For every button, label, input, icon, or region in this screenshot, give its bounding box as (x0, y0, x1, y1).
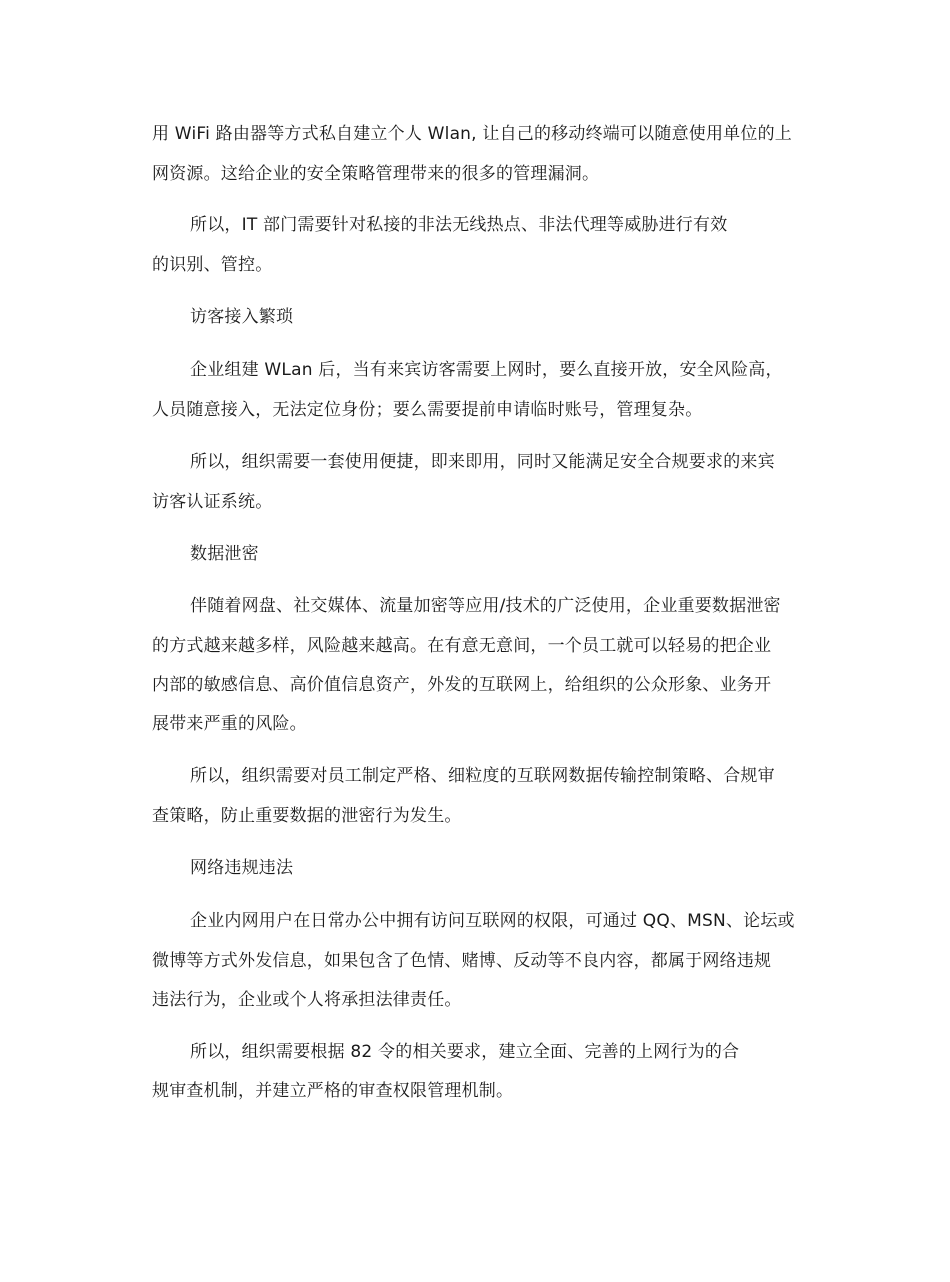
paragraph-line: 所以，IT 部门需要针对私接的非法无线热点、非法代理等威胁进行有效 (190, 215, 728, 235)
section-heading-guest-access: 访客接入繁琐 (190, 307, 294, 327)
paragraph-line: 的识别、管控。 (152, 255, 273, 275)
paragraph-line: 所以，组织需要一套使用便捷，即来即用，同时又能满足安全合规要求的来宾 (190, 452, 775, 472)
section-heading-violation: 网络违规违法 (190, 858, 294, 878)
paragraph-line: 网资源。这给企业的安全策略管理带来的很多的管理漏洞。 (152, 164, 600, 184)
paragraph-line: 伴随着网盘、社交媒体、流量加密等应用/技术的广泛使用，企业重要数据泄密 (190, 596, 781, 616)
paragraph-line: 所以，组织需要对员工制定严格、细粒度的互联网数据传输控制策略、合规审 (190, 766, 775, 786)
paragraph-line: 企业组建 WLan 后，当有来宾访客需要上网时，要么直接开放，安全风险高， (190, 360, 783, 380)
paragraph-line: 访客认证系统。 (152, 492, 273, 512)
paragraph-line: 用 WiFi 路由器等方式私自建立个人 Wlan, 让自己的移动终端可以随意使用单位的上 (152, 124, 792, 144)
section-heading-data-leak: 数据泄密 (190, 544, 259, 564)
paragraph-line: 展带来严重的风险。 (152, 714, 307, 734)
paragraph-line: 的方式越来越多样，风险越来越高。在有意无意间，一个员工就可以轻易的把企业 (152, 636, 772, 656)
paragraph-line: 内部的敏感信息、高价值信息资产，外发的互联网上，给组织的公众形象、业务开 (152, 675, 772, 695)
paragraph-line: 企业内网用户在日常办公中拥有访问互联网的权限，可通过 QQ、MSN、论坛或 (190, 911, 795, 931)
paragraph-line: 微博等方式外发信息，如果包含了色情、赌博、反动等不良内容，都属于网络违规 (152, 951, 772, 971)
paragraph-line: 所以，组织需要根据 82 令的相关要求，建立全面、完善的上网行为的合 (190, 1042, 740, 1062)
paragraph-line: 违法行为，企业或个人将承担法律责任。 (152, 990, 462, 1010)
paragraph-line: 人员随意接入，无法定位身份；要么需要提前申请临时账号，管理复杂。 (152, 400, 703, 420)
paragraph-line: 查策略，防止重要数据的泄密行为发生。 (152, 806, 462, 826)
paragraph-line: 规审查机制，并建立严格的审查权限管理机制。 (152, 1081, 514, 1101)
